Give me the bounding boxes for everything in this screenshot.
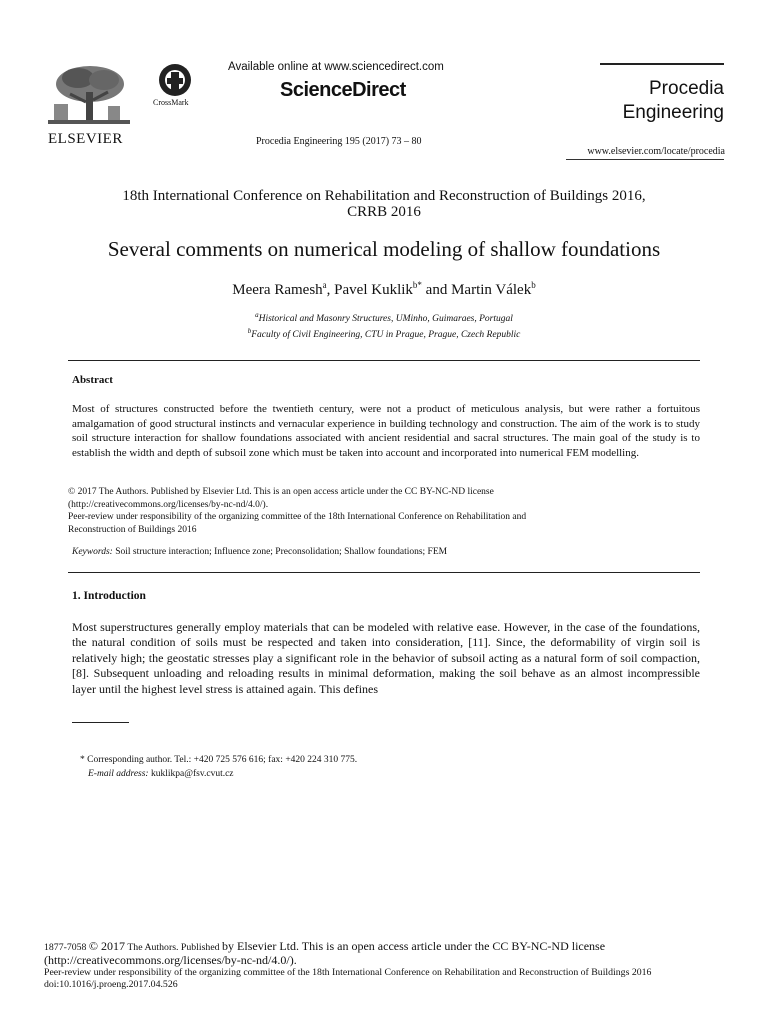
- introduction-body: Most superstructures generally employ materials that can be modeled with relative ease. However, in the case of the foundations, the natural condition of soils must be respected and taken into consideration, [11]. Since, the deformability of virgin soil is relatively high; the geostatic stresses play a significant role in the behavior of subsoil acting as a natural form of soil compaction, [8]. Subsequent unloading and reloading results in minimal deformation, making the soil behave as an almost incompressible layer until the highest level stress is attained again. This defines: [72, 620, 700, 696]
- conference-line-2: CRRB 2016: [347, 204, 421, 220]
- peer-review-line: Reconstruction of Buildings 2016: [68, 524, 197, 535]
- author-separator: and: [421, 282, 452, 298]
- email-line: [80, 768, 700, 782]
- affiliation-line: [40, 325, 728, 341]
- bottom-copyright-block: [44, 940, 734, 992]
- email-link[interactable]: kuklikpa@fsv.cvut.cz: [150, 768, 234, 779]
- affil-marker: b: [247, 327, 252, 336]
- engineering-line: Engineering: [622, 102, 724, 123]
- paper-title: Several comments on numerical modeling of shallow foundations: [107, 237, 661, 261]
- issn: 1877-7058: [44, 942, 87, 953]
- introduction-heading: 1. Introduction: [72, 590, 146, 602]
- keywords-label: Keywords:: [72, 547, 113, 557]
- keywords-list: Soil structure interaction; Influence zone; Preconsolidation; Shallow foundations; FEM: [115, 547, 448, 557]
- crossmark-icon[interactable]: [157, 62, 193, 98]
- affiliations: [40, 309, 728, 341]
- abstract-bottom-rule: [68, 572, 700, 573]
- footnote-rule: [72, 722, 129, 723]
- elsevier-tree-logo: [48, 62, 130, 130]
- procedia-top-rule: [600, 63, 724, 65]
- conference-name: [68, 188, 700, 220]
- affil-text: Faculty of Civil Engineering, CTU in Prague, Prague, Czech Republic: [251, 330, 521, 341]
- license-text: by Elsevier Ltd. This is an open access article under the CC BY-NC-ND license: [222, 939, 606, 953]
- publisher-text: The Authors. Published: [127, 942, 220, 953]
- author-affil-marker: a: [322, 280, 327, 290]
- peer-review-line: Peer-review under responsibility of the organizing committee of the 18th International Conference on Rehabilitation and: [68, 512, 527, 522]
- author-affil-marker: b: [531, 280, 536, 290]
- journal-citation: Procedia Engineering 195 (2017) 73 – 80: [256, 136, 422, 147]
- license-url-link[interactable]: (http://creativecommons.org/licenses/by-nc-nd/4.0/).: [68, 499, 269, 510]
- copyright: © 2017: [88, 939, 126, 953]
- license-block: [68, 486, 700, 536]
- author-list: [40, 280, 728, 299]
- corresponding-author-footnote: [80, 754, 700, 781]
- sciencedirect-logo[interactable]: ScienceDirect: [280, 79, 406, 101]
- conference-line-1: 18th International Conference on Rehabilitation and Reconstruction of Buildings 2016,: [122, 188, 646, 204]
- journal-url-link[interactable]: www.elsevier.com/locate/procedia: [587, 146, 725, 157]
- author-separator: ,: [326, 282, 335, 298]
- license-line: © 2017 The Authors. Published by Elsevier Ltd. This is an open access article under the CC BY-NC-ND license: [68, 487, 494, 497]
- procedia-engineering-title: [600, 77, 724, 125]
- issn-line: [44, 940, 734, 954]
- header-rule: [566, 159, 724, 160]
- available-online-text: Available online at www.sciencedirect.com: [228, 61, 444, 73]
- bottom-license-url-link[interactable]: (http://creativecommons.org/licenses/by-nc-nd/4.0/).: [44, 953, 297, 968]
- abstract-body: Most of structures constructed before the twentieth century, were not a product of meticulous analysis, but were rather a fortuitous amalgamation of good structural instincts and vernacular experience in building technology and construction. The aim of the work is to study soil structure interaction for shallow foundations associated with ancient residential and sacral structures. The main goal of the study is to establish the width and depth of subsoil zone which must be taken into account and incorporated into numerical FEM modelling.: [72, 403, 700, 459]
- procedia-line: Procedia: [649, 78, 724, 99]
- author-affil-marker: b*: [412, 280, 422, 290]
- email-label: E-mail address:: [88, 768, 149, 779]
- author-name: Meera Ramesh: [232, 282, 323, 298]
- affil-marker: a: [255, 311, 259, 319]
- author-name: Martin Válek: [451, 282, 532, 298]
- keywords: [72, 547, 700, 557]
- author-name: Pavel Kuklik: [334, 282, 413, 298]
- elsevier-wordmark: ELSEVIER: [48, 131, 123, 147]
- abstract-top-rule: [68, 360, 700, 361]
- affil-text: Historical and Masonry Structures, UMinho, Guimaraes, Portugal: [258, 314, 513, 325]
- corresponding-line: * Corresponding author. Tel.: +420 725 576 616; fax: +420 224 310 775.: [80, 755, 358, 765]
- abstract-heading: Abstract: [72, 374, 113, 386]
- bottom-peer-review: Peer-review under responsibility of the organizing committee of the 18th International Conference on Rehabilitation and Reconstruction of Buildings 2016: [44, 966, 652, 978]
- crossmark-label: CrossMark: [153, 98, 189, 107]
- affiliation-line: [40, 309, 728, 325]
- doi-link[interactable]: doi:10.1016/j.proeng.2017.04.526: [44, 979, 178, 991]
